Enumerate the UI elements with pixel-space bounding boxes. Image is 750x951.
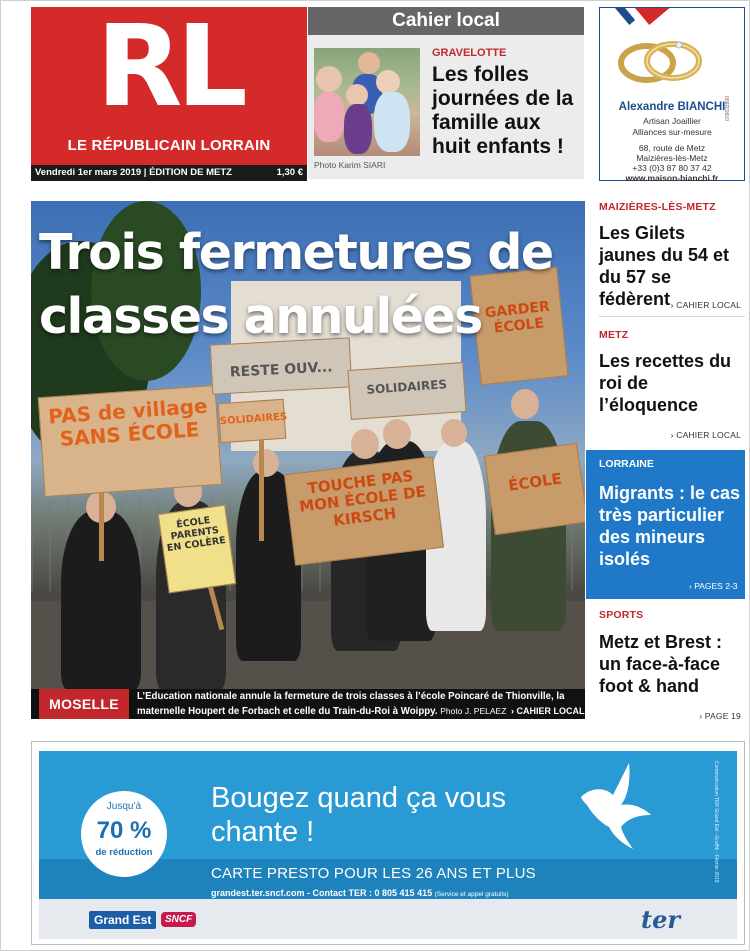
masthead-logo[interactable] — [31, 7, 307, 179]
protest-sign: RESTE OUV... — [210, 337, 352, 394]
protest-sign: TOUCHE PAS MON ÉCOLE DE KIRSCH — [284, 456, 444, 566]
protester-head — [253, 449, 279, 477]
child-body — [314, 92, 344, 142]
protest-sign: SOLIDAIRES — [347, 362, 466, 420]
jeweller-phone: +33 (0)3 87 80 37 42 — [632, 163, 712, 173]
jeweller-speciality: Alliances sur-mesure — [632, 127, 712, 137]
badge-suffix: de réduction — [95, 847, 153, 858]
cahier-local-bar: Cahier local — [308, 7, 584, 35]
jeweller-name: Alexandre BIANCHI — [618, 101, 726, 113]
protester-head — [383, 419, 411, 449]
teaser-photo-credit: Photo Karim SIARI — [314, 160, 386, 170]
ad-contact-note: (Service et appel gratuits) — [434, 891, 509, 898]
dateline — [31, 165, 307, 181]
edition-date: Vendredi 1er mars 2019 | ÉDITION DE METZ — [35, 167, 232, 178]
child-face — [358, 52, 380, 74]
protest-sign: GARDER ÉCOLE — [469, 267, 568, 386]
teaser-photo[interactable] — [314, 48, 420, 156]
jeweller-town: Maizières-lès-Metz — [636, 153, 708, 163]
headline-recettes-eloquence[interactable]: Les recettes du roi de l’éloquence — [599, 351, 732, 415]
ad-headline: Bougez quand ça vous chante ! — [211, 782, 507, 848]
link-pages-2-3[interactable]: › PAGES 2-3 — [689, 581, 738, 591]
sncf-logo: SNCF — [161, 912, 196, 927]
badge-percent: 70 % — [96, 817, 152, 844]
kicker-sports: SPORTS — [599, 609, 644, 621]
protester-head — [351, 429, 379, 459]
hero-photo-credit: Photo J. PELAEZ — [440, 706, 507, 716]
link-cahier-local[interactable]: › CAHIER LOCAL — [670, 430, 741, 440]
price: 1,30 € — [276, 167, 303, 178]
protest-sign: PAS de village SANS ÉCOLE — [38, 385, 223, 497]
badge-prefix: Jusqu’à — [106, 801, 142, 812]
wedding-rings-icon — [609, 31, 709, 91]
child-body — [344, 104, 372, 154]
newspaper-name: LE RÉPUBLICAIN LORRAIN — [67, 137, 271, 154]
teaser-headline[interactable]: Les folles journées de la famille aux huit enfants ! — [432, 63, 574, 158]
link-cahier-local[interactable]: › CAHIER LOCAL — [670, 300, 741, 310]
kicker-lorraine: LORRAINE — [599, 458, 654, 470]
divider — [599, 316, 745, 317]
headline-gilets-jaunes[interactable]: Les Gilets jaunes du 54 et du 57 se fédèrent — [599, 223, 730, 309]
protest-sign: SOLIDAIRES — [218, 399, 287, 444]
hero-headline[interactable]: Trois fermetures de classes annulées — [39, 224, 553, 345]
ad-fine-print: Communication TER Grand Est - Graffiti - Février 2019 — [713, 761, 719, 883]
protester-head — [511, 389, 539, 419]
jeweller-trade: Artisan Joaillier — [643, 116, 701, 126]
jeweller-address: 68, route de Metz — [638, 143, 706, 153]
child-face — [316, 66, 342, 92]
ad-contact-text: grandest.ter.sncf.com - Contact TER : 0 805 415 415 — [211, 888, 433, 898]
link-page-19[interactable]: › PAGE 19 — [699, 711, 741, 721]
teaser-kicker: GRAVELOTTE — [432, 47, 507, 59]
kicker-maizieres: MAIZIÈRES-LÈS-METZ — [599, 201, 716, 213]
kicker-metz: METZ — [599, 329, 629, 341]
ad-contact[interactable] — [211, 888, 509, 898]
ad-offer: CARTE PRESTO POUR LES 26 ANS ET PLUS — [211, 865, 536, 882]
sign-pole — [99, 491, 104, 561]
protester-head — [441, 419, 467, 447]
headline-metz-brest[interactable]: Metz et Brest : un face-à-face foot & hand — [599, 632, 723, 696]
grand-est-logo: Grand Est — [89, 911, 156, 929]
logo-letters: RL — [96, 7, 242, 132]
bird-icon — [571, 757, 661, 852]
child-body — [374, 92, 410, 152]
ter-logo: ter — [641, 905, 680, 934]
ad-reference: 078632800 — [725, 95, 731, 121]
child-face — [346, 84, 368, 106]
caption-text: L’Education nationale annule la fermeture de trois classes à l’école Poincaré de Thionville, la maternelle Houpert de Forbach et celle du Train-du-Roi à Woippy. — [137, 691, 565, 717]
jeweller-website[interactable]: www.maison-bianchi.fr — [625, 173, 719, 183]
section-label-moselle: MOSELLE — [39, 689, 129, 719]
child-face — [376, 70, 400, 94]
protest-sign: ÉCOLE — [484, 443, 585, 535]
headline-migrants[interactable]: Migrants : le cas très particulier des mineurs isolés — [599, 483, 741, 569]
sign-pole — [259, 431, 264, 541]
protest-sign: ÉCOLE PARENTS EN COLÈRE — [158, 505, 236, 594]
hero-cahier-local-link[interactable]: › CAHIER LOCAL — [511, 706, 585, 716]
